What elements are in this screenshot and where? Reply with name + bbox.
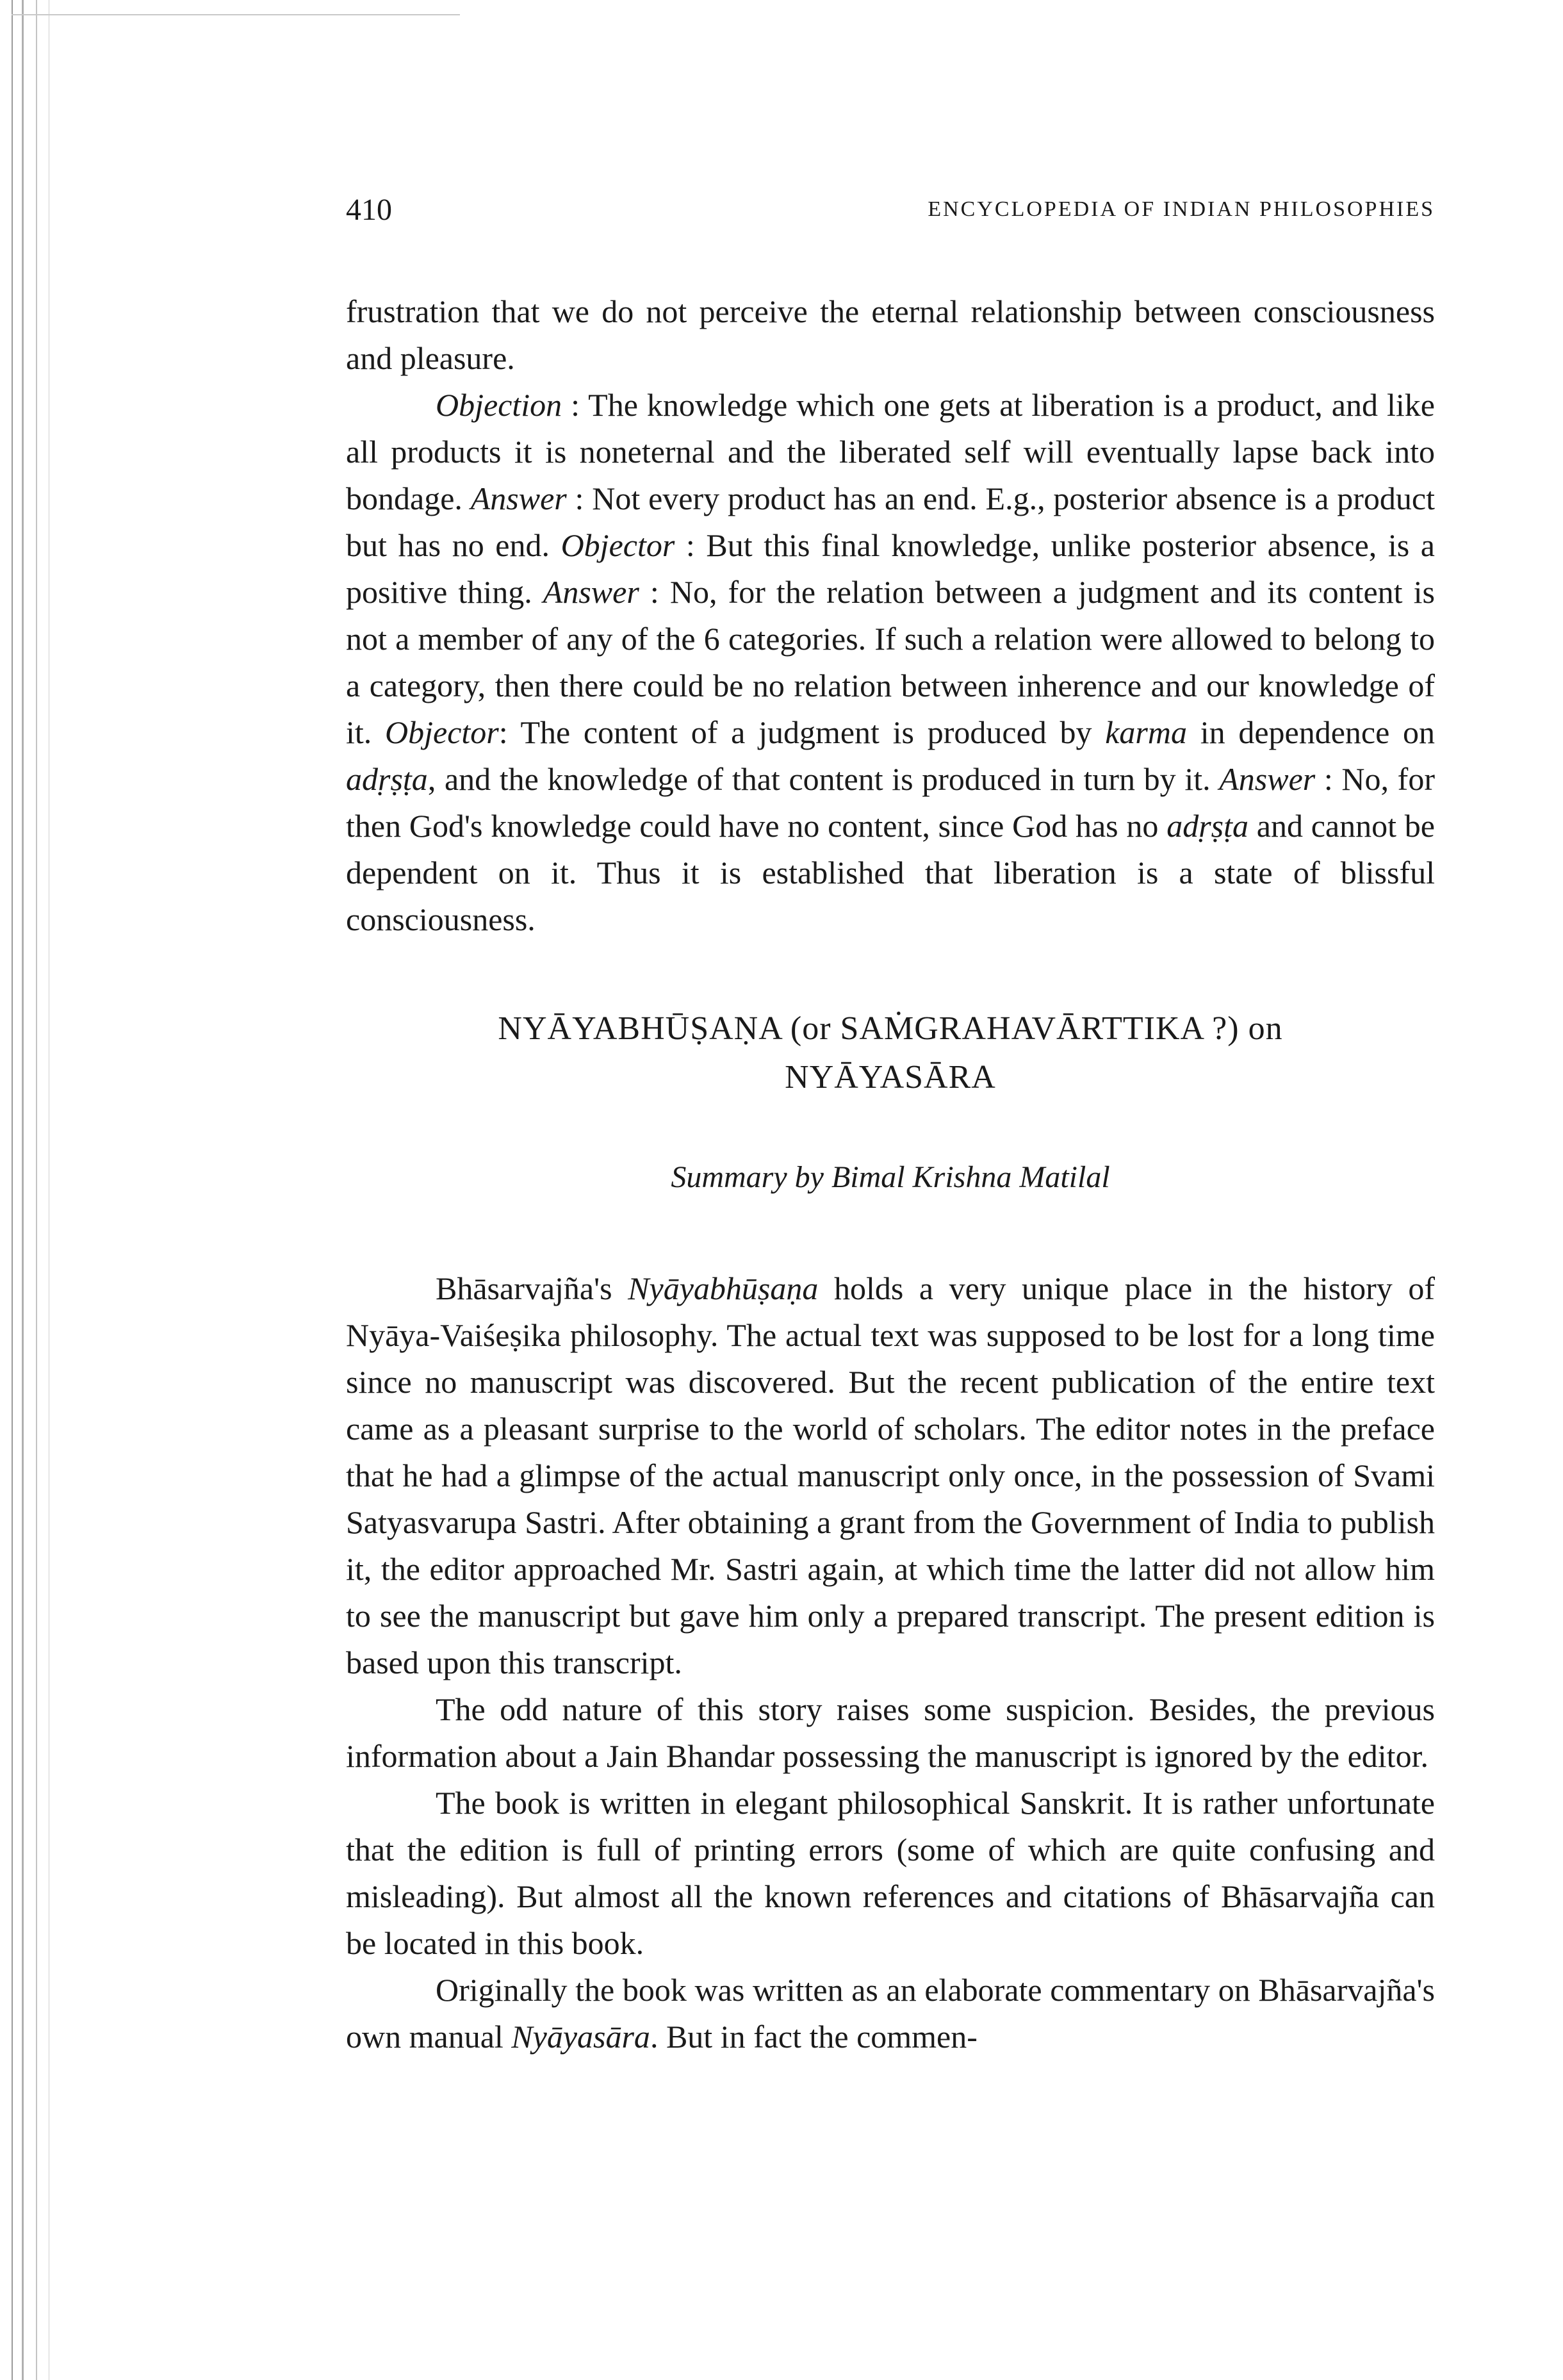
text-segment: in dependence on (1186, 714, 1435, 750)
text-segment: holds a very unique place in the history of Nyāya-Vaiśeṣika philosophy. The actual text was supposed to be lost for a long time since no manuscript was discovered. But the recent publication of the entire text came as a pleasant surprise to the world of scholars. The editor notes in the preface that he had a glimpse of the actual manuscript only once, in the possession of Svami Satyasvarupa Sastri. After obtaining a grant from the Government of India to publish it, the editor approached Mr. Sastri again, at which time the latter did not allow him to see the manuscript but gave him only a prepared transcript. The present edition is based upon this transcript. (346, 1270, 1435, 1680)
text-segment: Bhāsarvajña's (436, 1270, 628, 1306)
paragraph-origin (346, 1967, 1435, 2060)
label-answer: Answer (470, 480, 567, 516)
paragraph-objection-answer (346, 382, 1435, 943)
page-number: 410 (346, 193, 392, 227)
label-objector: Objector (385, 714, 499, 750)
text-segment: Originally the book was written as an elaborate commentary on Bhāsarvajña's own manual (346, 1972, 1435, 2055)
section-heading-line: NYĀYASĀRA (785, 1059, 996, 1096)
scan-top-rule (12, 14, 460, 15)
text-segment: : No, for then God's knowledge could have no content, since God has no (346, 761, 1435, 844)
text-segment: and cannot be dependent on it. Thus it is established that liberation is a state of blissful consciousness. (346, 808, 1435, 937)
label-objection: Objection (436, 387, 562, 423)
label-answer: Answer (1219, 761, 1316, 797)
text-segment: , and the knowledge of that content is produced in turn by it. (427, 761, 1220, 797)
paragraph-suspicion: The odd nature of this story raises some suspicion. Besides, the previous information about a Jain Bhandar possessing the manuscript is ignored by the editor. (346, 1691, 1435, 1774)
term-adrsta: adṛṣṭa (1166, 808, 1248, 844)
running-head (346, 192, 1435, 243)
paragraph-continuation: frustration that we do not perceive the eternal relationship between consciousness and pleasure. (346, 293, 1435, 376)
text-segment: : The content of a judgment is produced by (498, 714, 1106, 750)
running-title: ENCYCLOPEDIA OF INDIAN PHILOSOPHIES (928, 197, 1435, 221)
term-adrsta: adṛṣṭa (346, 761, 428, 797)
text-segment: : The knowledge which one gets at liberation is a product, and like all products it is noneternal and the liberated self will eventually lapse back into bondage. (346, 387, 1435, 516)
book-title: Nyāyabhūṣaṇa (628, 1270, 819, 1306)
binding-edge-line (36, 0, 37, 2380)
text-segment: . But in fact the commen- (650, 2019, 978, 2055)
book-title: Nyāyasāra (511, 2019, 650, 2055)
summary-byline: Summary by Bimal Krishna Matilal (671, 1160, 1110, 1194)
paragraph-style: The book is written in elegant philosophical Sanskrit. It is rather unfortunate that the edition is full of printing errors (some of which are quite confusing and misleading). But almost all the known references and citations of Bhāsarvajña can be located in this book. (346, 1785, 1435, 1961)
text-segment: : Not every product has an end. E.g., posterior absence is a product but has no end. (346, 480, 1435, 563)
text-segment: : But this final knowledge, unlike posterior absence, is a positive thing. (346, 527, 1436, 610)
label-objector: Objector (561, 527, 675, 563)
binding-edge-line (12, 0, 13, 2380)
book-page (346, 192, 1435, 2060)
term-karma: karma (1105, 714, 1187, 750)
binding-edge-line (22, 0, 24, 2380)
text-segment: : No, for the relation between a judgment and its content is not a member of any of the 6 categories. If such a relation were allowed to belong to a category, then there could be no relation between inherence and our knowledge of it. (346, 574, 1435, 750)
label-answer: Answer (543, 574, 639, 610)
section-heading-line: NYĀYABHŪṢAṆA (or SAṀGRAHAVĀRTTIKA ?) on (498, 1010, 1283, 1047)
section-heading (346, 1005, 1435, 1102)
paragraph-intro (346, 1265, 1435, 1686)
